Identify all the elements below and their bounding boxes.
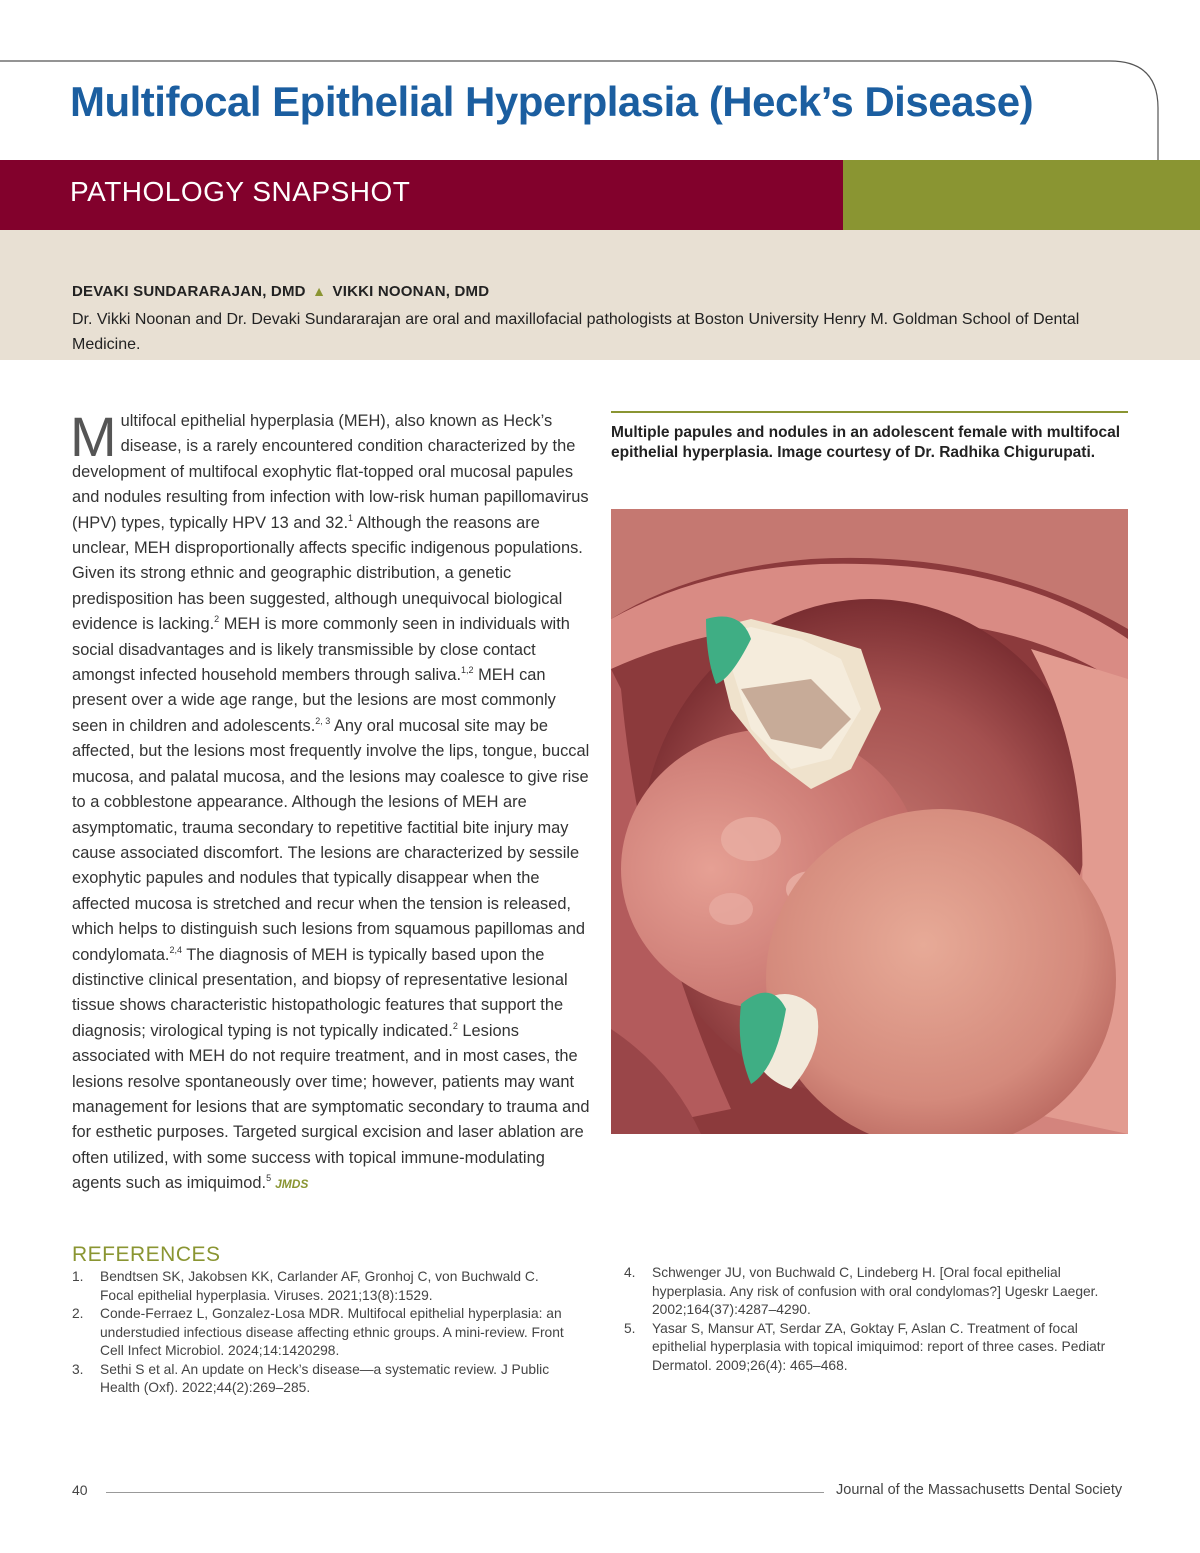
reference-item: 1. Bendtsen SK, Jakobsen KK, Carlander AF, Gronhoj C, von Buchwald C. Focal epithelial hyperplasia. Viruses. 2021;13(8):1529. [72,1269,539,1303]
page-number: 40 [72,1482,88,1498]
references-list-right [624,1264,1134,1375]
author-name: DEVAKI SUNDARARAJAN, DMD [72,283,306,300]
citation: 5 [266,1173,272,1184]
citation: 2 [452,1020,458,1031]
article-title: Multifocal Epithelial Hyperplasia (Heck’s Disease) [70,78,1034,125]
footer-rule [106,1492,824,1493]
citation: 2 [214,614,220,625]
oral-cavity-photo [611,509,1128,1134]
reference-item: 2. Conde-Ferraez L, Gonzalez-Losa MDR. Multifocal epithelial hyperplasia: an understudied infectious disease affecting ethnic groups. A mini-review. Front Cell Infect Microbiol. 2024;14:1420298. [72,1306,564,1358]
caption-rule [611,411,1128,413]
citation: 1,2 [461,665,474,676]
references-heading: REFERENCES [72,1243,221,1266]
reference-item: 4. Schwenger JU, von Buchwald C, Lindeberg H. [Oral focal epithelial hyperplasia. Any risk of confusion with oral condylomas?] Ugeskr Laeger. 2002;164(37):4287–4290. [624,1265,1099,1317]
article-body [70,405,592,1198]
reference-item: 3. Sethi S et al. An update on Heck’s disease—a systematic review. J Public Health (Oxf). 2022;44(2):269–285. [72,1361,550,1395]
citation: 2,4 [169,944,183,955]
reference-item: 5. Yasar S, Mansur AT, Serdar ZA, Goktay F, Aslan C. Treatment of focal epithelial hyperplasia with topical imiquimod: report of three cases. Pediatr Dermatol. 2009;26(4): 465–468. [624,1320,1106,1373]
section-label: PATHOLOGY SNAPSHOT [70,176,411,207]
author-name: VIKKI NOONAN, DMD [332,283,490,300]
body-paragraph: Multifocal epithelial hyperplasia (MEH), also known as Heck’s disease, is a rarely encountered condition characterized by the development of multifocal exophytic flat-topped oral mucosal papules and nodules resulting from infection with low-risk human papillomavirus (HPV) types, typically HPV 13 and 32.$^1$ Although the reasons are unclear, MEH disproportionally affects specific indigenous populations. Given its strong ethnic and geographic distribution, a genetic predisposition has been suggested, although unequivocal biological evidence is lacking.$^2$ MEH is more commonly seen in individuals with social disadvantages and is likely transmissible by close contact amongst infected household members through saliva.$^{1,2}$ MEH can present over a wide age range, but the lesions are most commonly seen in children and adolescents.$^{2, 3}$ Any oral mucosal site may be affected, but the lesions most frequently involve the lips, tongue, buccal mucosa, and palatal mucosa, and the lesions may coalesce to give rise to a cobblestone appearance. Although the lesions of MEH are asymptomatic, trauma secondary to repetitive factitial bite injury may cause associated discomfort. The lesions are characterized by sessile exophytic papules and nodules that typically disappear when the affected mucosa is stretched and recur when the tension is released, which helps to distinguish such lesions from squamous papillomas and condylomata.$^{2,4}$ The diagnosis of MEH is typically based upon the distinctive clinical presentation, and biopsy of representative lesional tissue shows characteristic histopathologic features that support the diagnosis; virological typing is not typically indicated.$^2$ Lesions associated with MEH do not require treatment, and in most cases, the lesions resolve spontaneously over time; however, patients may want management for lesions that are symptomatic secondary to trauma and for esthetic purposes. Targeted surgical excision and laser ablation are often utilized, with some success with topical immune-modulating agents such as imiquimod.$^5$ JMDS [70,405,590,1193]
figure-caption: Multiple papules and nodules in an adolescent female with multifocal epithelial hyperplasia. Image courtesy of Dr. Radhika Chigurupati. [611,424,1120,461]
citation: 1 [348,512,354,523]
references-list-left [72,1268,572,1398]
journal-name: Journal of the Massachusetts Dental Society [836,1482,1123,1498]
section-band-green [843,160,1200,230]
drop-cap: M [70,405,117,468]
jmds-end-mark: JMDS [275,1177,309,1192]
author-line [72,283,489,300]
citation: 2, 3 [315,715,331,726]
triangle-separator-icon: ▲ [312,283,327,299]
author-affiliation: Dr. Vikki Noonan and Dr. Devaki Sundararajan are oral and maxillofacial pathologists at Boston University Henry M. Goldman School of Dental Medicine. [72,311,1080,353]
